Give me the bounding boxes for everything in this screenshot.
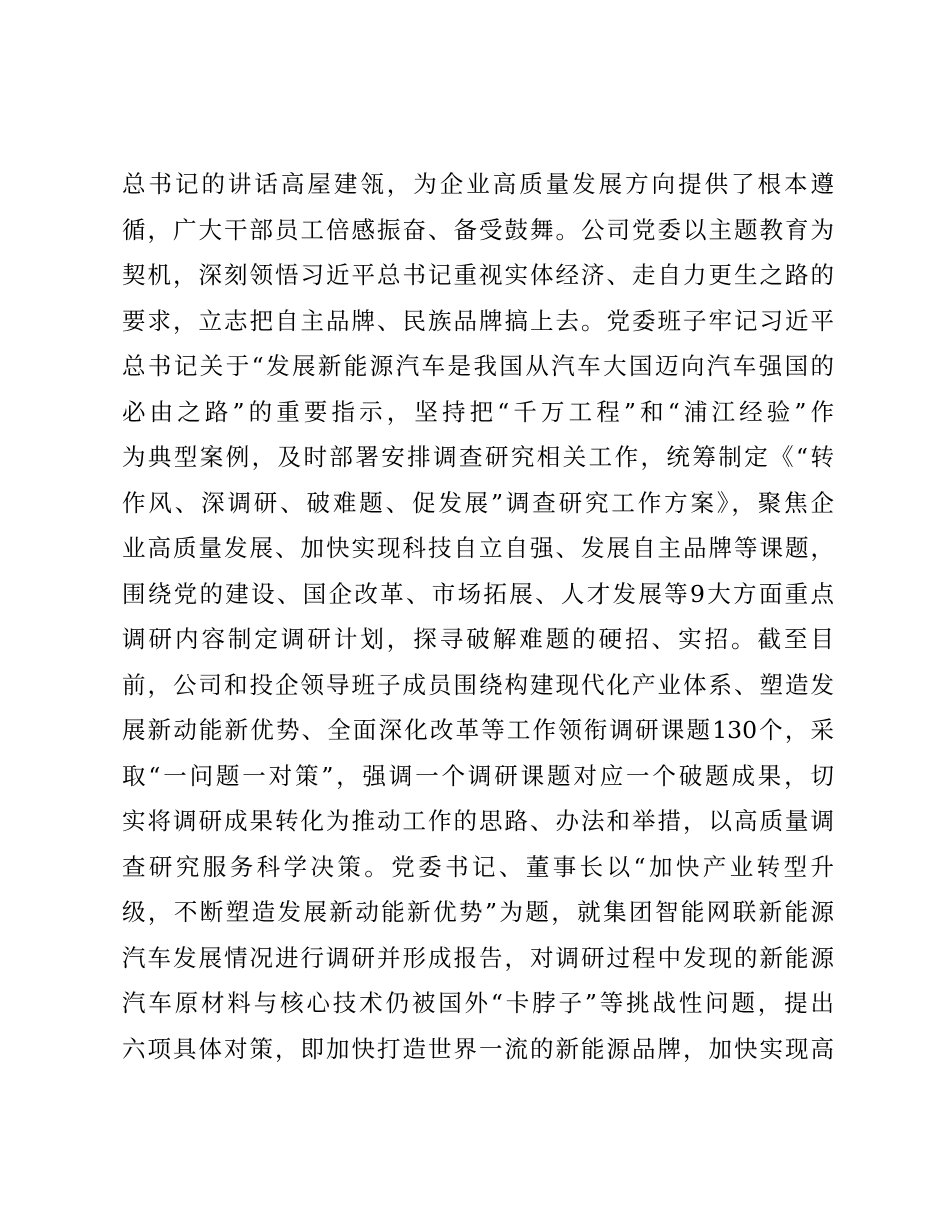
text-line: 六项具体对策，即加快打造世界一流的新能源品牌，加快实现高 [122, 1034, 834, 1063]
text-line: 契机，深刻领悟习近平总书记重视实体经济、走自力更生之路的 [122, 261, 834, 289]
text-line: 展新动能新优势、全面深化改革等工作领衔调研课题130个，采 [122, 716, 834, 744]
text-line: 查研究服务科学决策。党委书记、董事长以“加快产业转型升 [122, 852, 834, 881]
text-line: 汽车发展情况进行调研并形成报告，对调研过程中发现的新能源 [122, 943, 834, 972]
text-line: 循，广大干部员工倍感振奋、备受鼓舞。公司党委以主题教育为 [122, 215, 834, 244]
text-line: 取“一问题一对策”，强调一个调研课题对应一个破题成果，切 [122, 761, 834, 790]
text-line: 调研内容制定调研计划，探寻破解难题的硬招、实招。截至目 [122, 625, 834, 653]
text-line: 级，不断塑造发展新动能新优势”为题，就集团智能网联新能源 [122, 898, 834, 926]
text-line: 业高质量发展、加快实现科技自立自强、发展自主品牌等课题， [122, 534, 834, 562]
text-line: 汽车原材料与核心技术仍被国外“卡脖子”等挑战性问题，提出 [122, 989, 834, 1017]
text-line: 围绕党的建设、国企改革、市场拓展、人才发展等9大方面重点 [122, 579, 834, 608]
text-line: 总书记的讲话高屋建瓴，为企业高质量发展方向提供了根本遵 [122, 170, 834, 198]
text-line: 为典型案例，及时部署安排调查研究相关工作，统筹制定《“转 [122, 443, 834, 471]
text-line: 作风、深调研、破难题、促发展”调查研究工作方案》，聚焦企 [122, 488, 834, 517]
text-line: 总书记关于“发展新能源汽车是我国从汽车大国迈向汽车强国的 [122, 352, 834, 380]
text-line: 前，公司和投企领导班子成员围绕构建现代化产业体系、塑造发 [122, 670, 834, 699]
text-line: 必由之路”的重要指示，坚持把“千万工程”和“浦江经验”作 [122, 397, 834, 426]
text-line: 要求，立志把自主品牌、民族品牌搞上去。党委班子牢记习近平 [122, 306, 834, 335]
text-line: 实将调研成果转化为推动工作的思路、办法和举措，以高质量调 [122, 807, 834, 835]
body-paragraph [122, 162, 834, 1072]
